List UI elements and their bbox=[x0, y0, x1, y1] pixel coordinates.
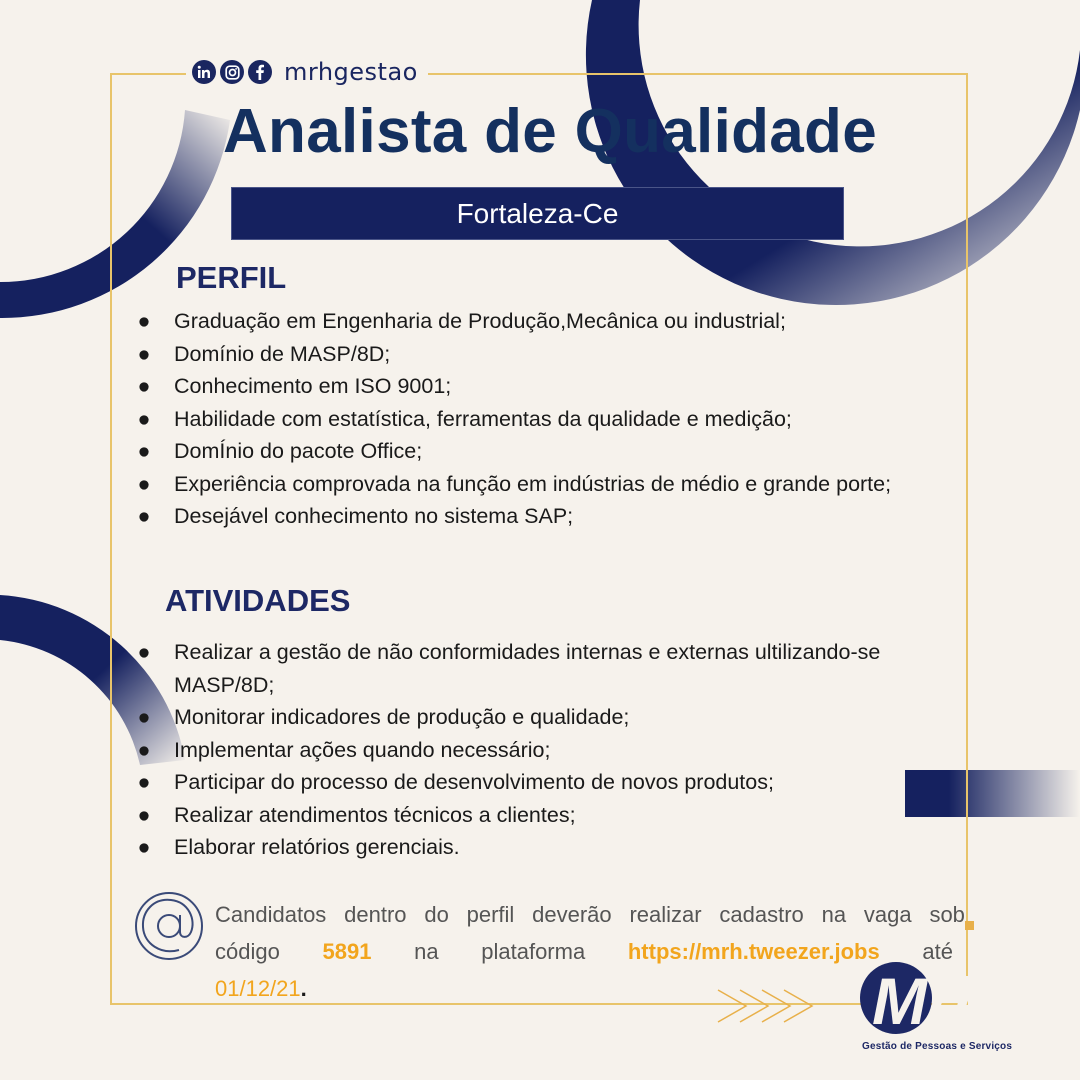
list-item: ● Realizar a gestão de não conformidades internas e externas ultilizando-se MASP/8D; bbox=[137, 640, 881, 697]
list-item: ● Domínio de MASP/8D; bbox=[137, 341, 391, 366]
frame-corner-dot bbox=[965, 921, 974, 930]
list-item: ● Habilidade com estatística, ferramentas da qualidade e medição; bbox=[137, 406, 792, 431]
job-title: Analista de Qualidade bbox=[222, 97, 878, 166]
deadline-date: 01/12/21 bbox=[215, 976, 301, 1001]
facebook-icon[interactable] bbox=[248, 60, 272, 84]
perfil-list bbox=[137, 305, 947, 533]
instagram-icon[interactable] bbox=[220, 60, 244, 84]
list-item: ● Implementar ações quando necessário; bbox=[137, 737, 551, 762]
social-handle: mrhgestao bbox=[284, 58, 418, 86]
at-sign-icon bbox=[133, 890, 205, 962]
list-item: ● Realizar atendimentos técnicos a clientes; bbox=[137, 802, 576, 827]
list-item: ● DomÍnio do pacote Office; bbox=[137, 439, 423, 463]
job-code: 5891 bbox=[322, 939, 372, 964]
list-item: ● Elaborar relatórios gerenciais. bbox=[137, 835, 460, 859]
note-line-3: 01/12/21. bbox=[215, 976, 307, 1001]
atividades-list bbox=[137, 636, 969, 864]
brand-tagline: Gestão de Pessoas e Serviços bbox=[862, 1041, 1013, 1052]
svg-text:Mrh: Mrh bbox=[872, 964, 993, 1038]
job-location: Fortaleza-Ce bbox=[231, 187, 844, 240]
linkedin-icon[interactable] bbox=[192, 60, 216, 84]
list-item: ● Graduação em Engenharia de Produção,Mecânica ou industrial; bbox=[137, 309, 786, 333]
list-item: ● Experiência comprovada na função em indústrias de médio e grande porte; bbox=[137, 471, 892, 496]
atividades-heading: ATIVIDADES bbox=[165, 583, 351, 618]
list-item: ● Conhecimento em ISO 9001; bbox=[137, 374, 452, 398]
list-item: ● Participar do processo de desenvolvimento de novos produtos; bbox=[137, 770, 774, 794]
social-row bbox=[192, 58, 418, 86]
application-note bbox=[215, 896, 965, 1007]
arrows-decoration bbox=[716, 988, 816, 1028]
note-line-2: código 5891 na plataforma https://mrh.tweezer.jobs até bbox=[215, 933, 953, 970]
list-item: ● Desejável conhecimento no sistema SAP; bbox=[137, 504, 574, 528]
perfil-heading: PERFIL bbox=[176, 260, 287, 295]
platform-link[interactable]: https://mrh.tweezer.jobs bbox=[627, 939, 880, 964]
mrh-logo bbox=[858, 960, 1026, 1050]
list-item: ● Monitorar indicadores de produção e qualidade; bbox=[137, 705, 630, 729]
note-line-1: Candidatos dentro do perfil deverão realizar cadastro na vaga sob bbox=[215, 902, 965, 927]
